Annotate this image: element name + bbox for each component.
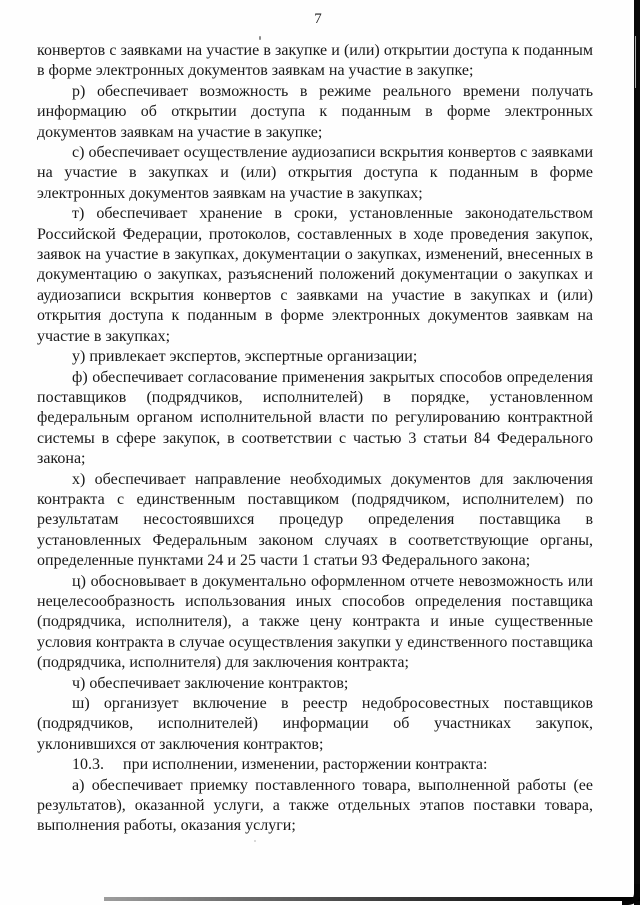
paragraph: ш) организует включение в реестр недобросовестных поставщиков (подрядчиков, исполнителей) информации об участниках закупок, уклонившихся от заключения контрактов; xyxy=(37,695,593,753)
paragraph: р) обеспечивает возможность в режиме реального времени получать информацию об открытии доступа к поданным в форме электронных документов заявкам на участие в закупке; xyxy=(37,82,593,141)
paragraph: а) обеспечивает приемку поставленного товара, выполненной работы (ее результатов), оказанной услуги, а также отдельных этапов поставки товара, выполнения работы, оказания услуги; xyxy=(37,776,593,835)
clause-number: 10.3. xyxy=(72,756,104,774)
paragraph: с) обеспечивает осуществление аудиозаписи вскрытия конвертов с заявками на участие в закупках и (или) открытия доступа к поданным в форме электронных документов заявкам на участие в закупках; xyxy=(37,144,593,202)
paragraph: конвертов с заявками на участие в закупке и (или) открытии доступа к поданным в форме электронных документов заявкам на участие в закупке; xyxy=(37,42,593,80)
ink-speck xyxy=(259,36,261,40)
paragraph: у) привлекает экспертов, экспертные организации; xyxy=(72,348,418,366)
paragraph: ф) обеспечивает согласование применения закрытых способов определения поставщиков (подрядчиков, исполнителей) в порядке, установленном федеральным органом исполнительной власти по регулированию контрактной системы в сфере закупок, в соответствии с частью 3 статьи 84 Федерального закона; xyxy=(37,368,593,468)
paragraph: х) обеспечивает направление необходимых документов для заключения контракта с единственным поставщиком (подрядчиком, исполнителем) по результатам несостоявшихся процедур определения поставщика в установленных Федеральным законом случаях в соответствующие органы, определенные пунктами 24 и 25 части 1 статьи 93 Федерального закона; xyxy=(37,470,593,570)
scan-edge-right-artifact xyxy=(634,0,640,905)
paragraph: т) обеспечивает хранение в сроки, установленные законодательством Российской Федерации, протоколов, составленных в ходе проведения закупок, заявок на участие в закупках, документации о закупках, изменений, внесенных в документацию о закупках, разъяснений положений документации о закупках и аудиозаписи вскрытия конвертов с заявками на участие в закупках и (или) открытия доступа к поданным в форме электронных документов заявкам на участие в закупках; xyxy=(37,205,593,345)
paragraph: ц) обосновывает в документально оформленном отчете невозможность или нецелесообразность использования иных способов определения поставщика (подрядчика, исполнителя), а также цену контракта и иные существенные условия контракта в случае осуществления закупки у единственного поставщика (подрядчика, исполнителя) для заключения контракта; xyxy=(37,572,593,672)
paragraph: ч) обеспечивает заключение контрактов; xyxy=(72,674,349,692)
paragraph: 10.3. при исполнении, изменении, расторжении контракта: xyxy=(72,756,488,774)
scan-edge-streak xyxy=(635,36,636,88)
ink-speck xyxy=(254,840,256,842)
document-body xyxy=(37,41,593,837)
scan-edge-bottom-artifact xyxy=(104,897,640,901)
page-number: 7 xyxy=(314,11,322,27)
